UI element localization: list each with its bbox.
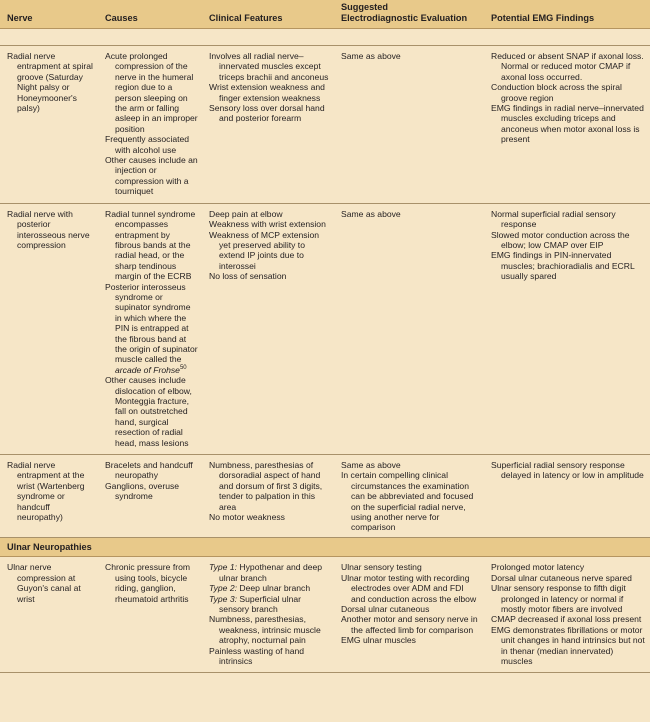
header-emg: Potential EMG Findings <box>484 0 650 29</box>
cause-item: Ganglions, overuse syndrome <box>105 480 180 502</box>
clinical-cell <box>202 455 334 538</box>
emg-cell <box>484 557 650 673</box>
cause-item: Bracelets and handcuff neuropathy <box>105 460 193 481</box>
cause-item <box>105 282 198 376</box>
clinical-item <box>209 562 330 583</box>
table-row <box>0 203 650 454</box>
header-nerve: Nerve <box>0 0 98 29</box>
electro-item: In certain compelling clinical circumstances the examination can be abbreviated and focused on the superficial radial nerve, using another nerve for comparison <box>341 470 474 533</box>
emg-item: Superficial radial sensory response delayed in latency or low in amplitude <box>491 460 644 481</box>
cause-item: Other causes include an injection or compression with a tourniquet <box>105 155 198 197</box>
emg-item: Slowed motor conduction across the elbow; low CMAP over EIP <box>491 229 630 250</box>
emg-item: Prolonged motor latency <box>491 562 585 573</box>
nerve-text: Radial nerve entrapment at spiral groove (Saturday Night palsy or Honeymooner's palsy) <box>7 51 93 114</box>
nerve-cell <box>0 203 98 454</box>
clinical-item <box>209 594 330 615</box>
electro-cell <box>334 203 484 454</box>
type-text: Superficial ulnar sensory branch <box>219 593 302 614</box>
cause-item-text: Posterior interosseus syndrome or supinator syndrome in which where the PIN is entrapped at the fibrous band at the origin of supinator muscle called the <box>105 281 198 365</box>
clinical-item: No motor weakness <box>209 512 285 523</box>
electro-item: Same as above <box>341 208 401 219</box>
clinical-item: Wrist extension weakness and finger extension weakness <box>209 82 325 103</box>
clinical-item: Sensory loss over dorsal hand and posterior forearm <box>209 103 325 124</box>
emg-cell <box>484 203 650 454</box>
emg-item: EMG findings in radial nerve–innervated muscles excluding triceps and anconeus when motor axonal loss is present <box>491 103 644 145</box>
electro-item: EMG ulnar muscles <box>341 635 416 646</box>
clinical-item: Weakness of MCP extension yet preserved ability to extend IP joints due to interossei <box>209 229 320 271</box>
table-row <box>0 557 650 673</box>
emg-item: Dorsal ulnar cutaneous nerve spared <box>491 572 632 583</box>
emg-cell <box>484 46 650 204</box>
cause-item: Other causes include dislocation of elbow, Monteggia fracture, fall on outstretched hand, surgical resection of radial head, mass lesions <box>105 375 192 448</box>
header-clinical: Clinical Features <box>202 0 334 29</box>
spacer-row <box>0 29 650 46</box>
causes-cell <box>98 46 202 204</box>
clinical-item: Numbness, paresthesias, weakness, intrinsic muscle atrophy, nocturnal pain <box>209 614 321 646</box>
section-row-ulnar <box>0 537 650 556</box>
clinical-item: Painless wasting of hand intrinsics <box>209 645 305 666</box>
emg-item: Normal superficial radial sensory response <box>491 208 616 230</box>
electro-cell <box>334 557 484 673</box>
type-label: Type 1: <box>209 562 238 573</box>
clinical-item: Numbness, paresthesias of dorsoradial aspect of hand and dorsum of first 3 digits, tender to palpation in this area <box>209 460 323 512</box>
header-row <box>0 0 650 29</box>
emg-item: CMAP decreased if axonal loss present <box>491 614 642 625</box>
clinical-item: Weakness with wrist extension <box>209 219 326 230</box>
header-electro-line1: Suggested <box>341 2 388 12</box>
electro-cell <box>334 455 484 538</box>
emg-item: EMG findings in PIN-innervated muscles; brachioradialis and ECRL usually spared <box>491 250 635 282</box>
header-electro-line2: Electrodiagnostic Evaluation <box>341 13 468 23</box>
nerve-cell <box>0 46 98 204</box>
header-causes: Causes <box>98 0 202 29</box>
clinical-cell <box>202 203 334 454</box>
type-text: Deep ulnar branch <box>239 583 311 594</box>
section-title: Ulnar Neuropathies <box>0 537 650 556</box>
cause-item: Radial tunnel syndrome encompasses entrapment by fibrous bands at the radial head, or the sharp tendinous margin of the ECRB <box>105 208 196 282</box>
causes-cell <box>98 455 202 538</box>
nerve-cell <box>0 455 98 538</box>
type-text: Hypothenar and deep ulnar branch <box>219 562 323 583</box>
type-label: Type 3: <box>209 593 238 604</box>
table-row <box>0 46 650 204</box>
clinical-item <box>209 583 330 593</box>
clinical-item: Deep pain at elbow <box>209 208 283 219</box>
emg-item: Ulnar sensory response to fifth digit prolonged in latency or normal if mostly motor fibers are involved <box>491 583 626 614</box>
reference-superscript: 50 <box>179 364 187 371</box>
nerve-cell <box>0 557 98 673</box>
table-row <box>0 455 650 538</box>
causes-cell <box>98 203 202 454</box>
electro-item: Ulnar motor testing with recording electrodes over ADM and FDI and conduction across the elbow <box>341 572 477 604</box>
header-electro <box>334 0 484 29</box>
cause-item: Chronic pressure from using tools, bicycle riding, ganglion, rheumatoid arthritis <box>105 562 191 604</box>
nerve-text: Radial nerve with posterior interosseous nerve compression <box>7 208 90 250</box>
cause-item: Acute prolonged compression of the nerve in the humeral region due to a person sleeping on the arm or falling asleep in an improper position <box>105 51 198 134</box>
emg-item: Reduced or absent SNAP if axonal loss. Normal or reduced motor CMAP if axonal loss occurred. <box>491 51 644 82</box>
nerve-text: Radial nerve entrapment at the wrist (Wartenberg syndrome or handcuff neuropathy) <box>7 460 85 523</box>
clinical-item: Involves all radial nerve–innervated muscles except triceps brachii and anconeus <box>209 51 329 82</box>
nerve-text: Ulnar nerve compression at Guyon's canal at wrist <box>7 562 81 604</box>
emg-cell <box>484 455 650 538</box>
electro-item: Same as above <box>341 51 401 61</box>
type-label: Type 2: <box>209 583 238 594</box>
electro-item: Ulnar sensory testing <box>341 562 422 573</box>
cause-item: Frequently associated with alcohol use <box>105 134 190 155</box>
electro-item: Dorsal ulnar cutaneous <box>341 603 430 614</box>
causes-cell <box>98 557 202 673</box>
electro-cell <box>334 46 484 204</box>
emg-item: Conduction block across the spiral groove region <box>491 82 622 103</box>
emg-item: EMG demonstrates fibrillations or motor unit changes in hand intrinsics but not in thenar (median innervated) muscles <box>491 624 645 666</box>
clinical-item: No loss of sensation <box>209 271 287 282</box>
clinical-cell <box>202 557 334 673</box>
electro-item: Another motor and sensory nerve in the affected limb for comparison <box>341 614 478 635</box>
arcade-term: arcade of Frohse <box>115 364 180 375</box>
electro-item: Same as above <box>341 460 401 471</box>
clinical-cell <box>202 46 334 204</box>
